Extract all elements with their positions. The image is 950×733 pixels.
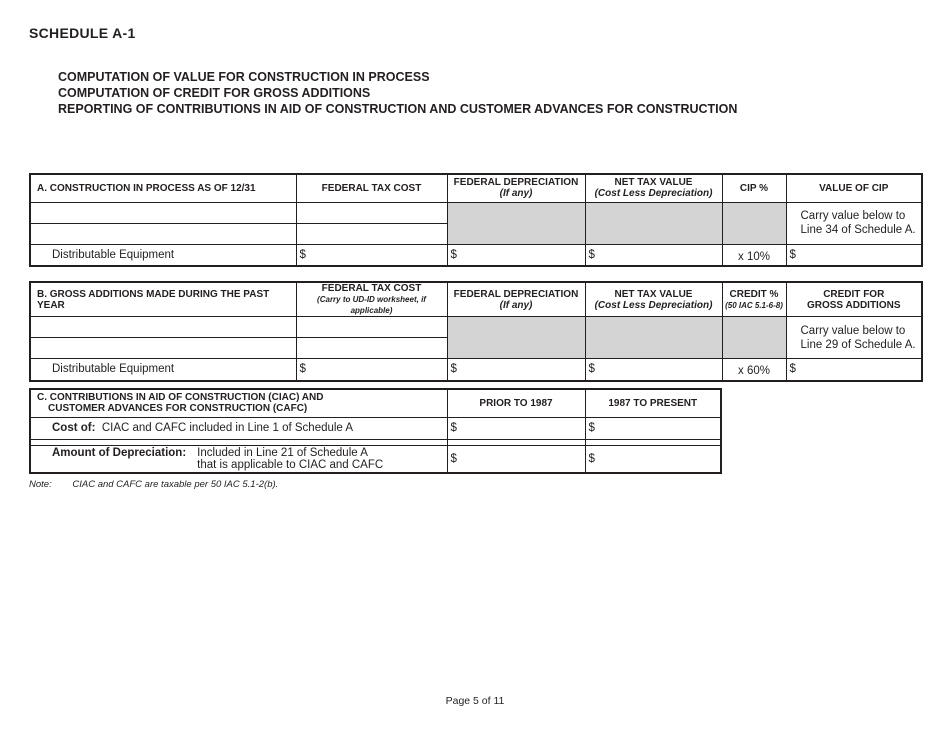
footnote — [29, 479, 278, 490]
cip-percent-value: x 10% — [722, 244, 786, 266]
header-credit-percent-main: CREDIT % — [729, 288, 779, 300]
header-federal-tax-cost-sub: (Carry to UD-ID worksheet, if applicable) — [317, 295, 426, 315]
depreciation-label: Amount of Depreciation: — [52, 446, 187, 459]
note-text: CIAC and CAFC are taxable per 50 IAC 5.1-2(b). — [72, 479, 279, 490]
entry-federal-tax-cost-field[interactable] — [296, 317, 447, 338]
title-line-3: REPORTING OF CONTRIBUTIONS IN AID OF CONSTRUCTION AND CUSTOMER ADVANCES FOR CONSTRUCTION — [58, 102, 738, 116]
header-net-tax-value-main: NET TAX VALUE — [614, 288, 693, 300]
entry-description-field[interactable] — [30, 317, 296, 338]
shaded-cell — [722, 202, 786, 244]
federal-depreciation-field[interactable]: $ — [447, 244, 585, 266]
carry-line-2: Line 29 of Schedule A. — [800, 338, 916, 351]
cost-of-label: Cost of: — [52, 422, 96, 434]
row-label-distributable-equipment: Distributable Equipment — [30, 359, 296, 381]
depreciation-text-2: that is applicable to CIAC and CAFC — [197, 458, 384, 471]
header-credit-percent — [722, 282, 786, 317]
row-cost-of — [30, 417, 447, 439]
header-credit-for-gross-additions — [786, 282, 922, 317]
header-net-tax-value-sub: (Cost Less Depreciation) — [594, 299, 713, 311]
table-ciac-cafc — [29, 388, 722, 474]
net-tax-value-field[interactable]: $ — [585, 359, 722, 381]
entry-description-field[interactable] — [30, 202, 296, 223]
cost-prior-1987-field[interactable]: $ — [447, 417, 585, 439]
header-value-of-cip: VALUE OF CIP — [786, 174, 922, 202]
header-federal-depreciation — [447, 174, 585, 202]
header-construction-in-process: A. CONSTRUCTION IN PROCESS AS OF 12/31 — [30, 174, 296, 202]
title-line-1: COMPUTATION OF VALUE FOR CONSTRUCTION IN PROCESS — [58, 70, 430, 84]
shaded-cell — [447, 317, 585, 359]
page-number: Page 5 of 11 — [445, 695, 505, 707]
row-amount-of-depreciation — [30, 445, 447, 473]
value-of-cip-field[interactable]: $ — [786, 244, 922, 266]
header-net-tax-value — [585, 174, 722, 202]
header-credit-line-2: GROSS ADDITIONS — [806, 299, 901, 311]
form-titles — [58, 69, 737, 117]
header-federal-depreciation — [447, 282, 585, 317]
shaded-cell — [447, 202, 585, 244]
depreciation-1987-present-field[interactable]: $ — [585, 445, 721, 473]
federal-tax-cost-field[interactable]: $ — [296, 359, 447, 381]
header-federal-depreciation-sub: (If any) — [499, 188, 533, 200]
carry-line-2: Line 34 of Schedule A. — [800, 224, 916, 236]
entry-federal-tax-cost-field[interactable] — [296, 202, 447, 223]
table-construction-in-process — [29, 173, 923, 267]
row-label-distributable-equipment: Distributable Equipment — [30, 244, 296, 266]
schedule-label: SCHEDULE A-1 — [29, 25, 136, 41]
entry-federal-tax-cost-field[interactable] — [296, 338, 447, 359]
header-federal-tax-cost-main: FEDERAL TAX COST — [321, 283, 422, 294]
header-net-tax-value-sub: (Cost Less Depreciation) — [594, 188, 713, 200]
header-cip-percent: CIP % — [722, 174, 786, 202]
header-1987-to-present: 1987 TO PRESENT — [585, 389, 721, 417]
header-federal-tax-cost: FEDERAL TAX COST — [296, 174, 447, 202]
credit-percent-value: x 60% — [722, 359, 786, 381]
credit-for-gross-additions-field[interactable]: $ — [786, 359, 922, 381]
header-gross-additions: B. GROSS ADDITIONS MADE DURING THE PAST YEAR — [30, 282, 296, 317]
entry-federal-tax-cost-field[interactable] — [296, 223, 447, 244]
entry-description-field[interactable] — [30, 223, 296, 244]
net-tax-value-field[interactable]: $ — [585, 244, 722, 266]
header-credit-line-1: CREDIT FOR — [823, 288, 885, 300]
header-credit-percent-sub: (50 IAC 5.1-6-8) — [725, 300, 783, 310]
shaded-cell — [722, 317, 786, 359]
cost-of-text: CIAC and CAFC included in Line 1 of Schedule A — [101, 422, 354, 434]
header-net-tax-value — [585, 282, 722, 317]
depreciation-prior-1987-field[interactable]: $ — [447, 445, 585, 473]
depreciation-text-1: Included in Line 21 of Schedule A — [197, 446, 368, 459]
title-line-2: COMPUTATION OF CREDIT FOR GROSS ADDITIONS — [58, 86, 371, 100]
carry-line-1: Carry value below to — [800, 210, 906, 222]
carry-instruction — [786, 317, 922, 359]
header-federal-depreciation-main: FEDERAL DEPRECIATION — [453, 288, 579, 300]
carry-instruction — [786, 202, 922, 244]
table-gross-additions — [29, 281, 923, 382]
header-ciac-cafc — [30, 389, 447, 417]
header-federal-depreciation-sub: (If any) — [499, 299, 533, 311]
header-prior-to-1987: PRIOR TO 1987 — [447, 389, 585, 417]
entry-description-field[interactable] — [30, 338, 296, 359]
cost-1987-present-field[interactable]: $ — [585, 417, 721, 439]
shaded-cell — [585, 317, 722, 359]
header-net-tax-value-main: NET TAX VALUE — [614, 177, 693, 189]
header-ciac-line-2: CUSTOMER ADVANCES FOR CONSTRUCTION (CAFC) — [48, 403, 308, 415]
header-federal-depreciation-main: FEDERAL DEPRECIATION — [453, 177, 579, 189]
header-federal-tax-cost — [296, 282, 447, 317]
header-ciac-line-1: C. CONTRIBUTIONS IN AID OF CONSTRUCTION (CIAC) AND — [37, 392, 324, 404]
carry-line-1: Carry value below to — [800, 324, 906, 337]
note-label: Note: — [29, 479, 52, 490]
federal-depreciation-field[interactable]: $ — [447, 359, 585, 381]
shaded-cell — [585, 202, 722, 244]
federal-tax-cost-field[interactable]: $ — [296, 244, 447, 266]
